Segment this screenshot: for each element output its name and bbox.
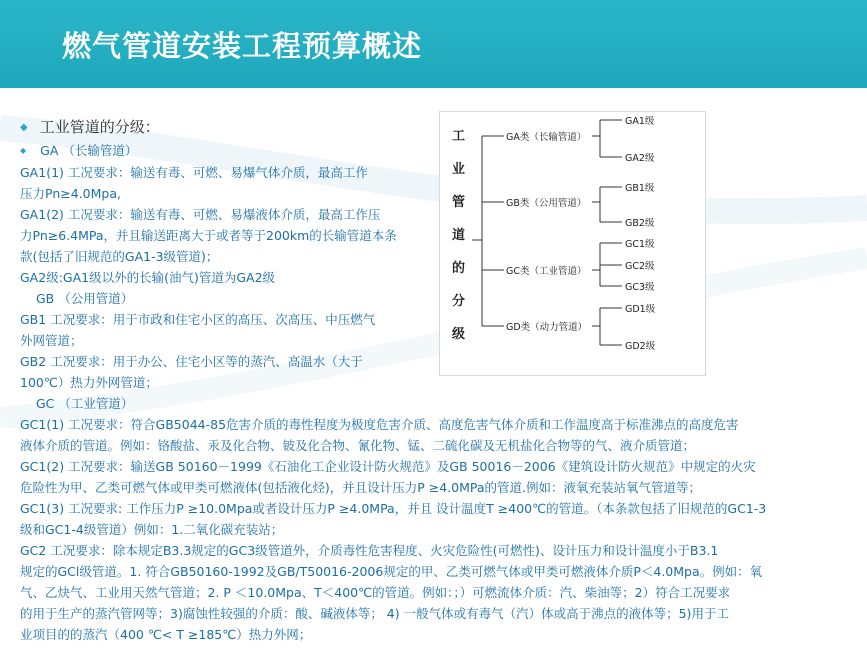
root-char: 的 (452, 261, 466, 276)
line-gb1b: 外网管道； (20, 333, 83, 348)
section-title: 工业管道的分级： (39, 118, 160, 136)
line-gc1-1b: 液体介质的管道。例如：铬酸盐、汞及化合物、铍及化合物、氰化物、锰、二硫化碳及无机盐化合物等的气、液介质管道； (20, 438, 696, 453)
leaf-label: GD2级 (625, 341, 656, 352)
line-ga (20, 140, 137, 161)
line-ga1-2a: GA1(2) 工况要求：输送有毒、可燃、易爆液体介质，最高工作压 (20, 207, 381, 222)
root-char: 管 (452, 195, 466, 210)
line-gc2d: 的用于生产的蒸汽管网等；3)腐蚀性较强的介质：酸、碱液体等； 4) 一般气体或有毒气（汽）体或高于沸点的液体等；5)用于工 (20, 606, 729, 621)
leaf-label: GA2级 (625, 153, 655, 164)
leaf-label: GC2级 (625, 261, 655, 272)
classification-tree-diagram (439, 111, 706, 376)
line-gc1-3b: 级和GC1-4级管道）例如：1.二氧化碳充装站； (20, 522, 284, 537)
leaf-label: GC3级 (625, 282, 655, 293)
ga-label: GA （长输管道） (40, 143, 138, 158)
line-gb2b: 100℃）热力外网管道； (20, 375, 158, 390)
branch-label: GA类（长输管道） (506, 132, 587, 143)
line-gc1-2b: 危险性为甲、乙类可燃气体或甲类可燃液体(包括液化烃)，并且设计压力P ≥4.0MPa的管道.例如：液氧充装站氧气管道等； (20, 480, 702, 495)
line-gc1-3a: GC1(3) 工况要求: 工作压力P ≥10.0Mpa或者设计压力P ≥4.0MPa，并且 设计温度T ≥400℃的管道。（本条款包括了旧规范的GC1-3 (20, 501, 767, 516)
line-gc1-1a: GC1(1) 工况要求：符合GB5044-85危害介质的毒性程度为极度危害介质、高度危害气体介质和工作温度高于标准沸点的高度危害 (20, 417, 739, 432)
line-gc2a: GC2 工况要求：除本规定B3.3规定的GC3级管道外，介质毒性危害程度、火灾危险性(可燃性)、设计压力和设计温度小于B3.1 (20, 543, 719, 558)
leaf-label: GD1级 (625, 304, 656, 315)
line-gc1-2a: GC1(2) 工况要求：输送GB 50160－1999《石油化工企业设计防火规范》及GB 50016－2006《建筑设计防火规范》中规定的火灾 (20, 459, 756, 474)
line-gb2a: GB2 工况要求：用于办公、住宅小区等的蒸汽、高温水（大于 (20, 354, 363, 369)
line-gc: GC （工业管道） (36, 396, 134, 411)
line-gc2e: 业项目的的蒸汽（400 ℃< T ≥185℃）热力外网； (20, 627, 312, 642)
title-banner (0, 0, 867, 88)
leaf-label: GA1级 (625, 116, 655, 127)
tree-svg (440, 112, 705, 375)
line-gb1a: GB1 工况要求：用于市政和住宅小区的高压、次高压、中压燃气 (20, 312, 376, 327)
line-ga1-1a: GA1(1) 工况要求：输送有毒、可燃、易爆气体介质，最高工作 (20, 165, 368, 180)
section-heading (20, 116, 160, 137)
leaf-label: GB1级 (625, 183, 655, 194)
line-gb: GB （公用管道） (36, 291, 134, 306)
root-char: 工 (452, 129, 466, 144)
leaf-label: GB2级 (625, 218, 655, 229)
root-char: 分 (452, 294, 466, 309)
line-ga1-2c: 款(包括了旧规范的GA1-3级管道)； (20, 249, 219, 264)
line-ga1-1b: 压力Pn≥4.0Mpa, (20, 186, 121, 201)
page-title: 燃气管道安装工程预算概述 (62, 29, 423, 63)
root-char: 道 (452, 228, 466, 243)
line-gc2b: 规定的GCl级管道。1. 符合GB50160-1992及GB/T50016-2006规定的甲、乙类可燃气体或甲类可燃液体介质P＜4.0Mpa。例如：氧 (20, 564, 763, 579)
line-gc2c: 气、乙炔气、工业用天然气管道；2. P ＜10.0Mpa、T＜400℃的管道。例如：；）可燃流体介质：汽、柴油等；2）符合工况要求 (20, 585, 731, 600)
leaf-label: GC1级 (625, 239, 655, 250)
diamond-bullet-icon: ◆ (20, 122, 28, 133)
root-char: 级 (452, 327, 466, 342)
root-char: 业 (452, 162, 466, 177)
line-ga1-2b: 力Pn≥6.4MPa，并且输送距离大于或者等于200km的长输管道本条 (20, 228, 397, 243)
diamond-bullet-icon: ◆ (20, 146, 27, 155)
line-ga2: GA2级:GA1级以外的长输(油气)管道为GA2级 (20, 270, 276, 285)
branch-label: GC类（工业管道） (506, 266, 587, 277)
branch-label: GD类（动力管道） (506, 322, 588, 333)
branch-label: GB类（公用管道） (506, 198, 587, 209)
